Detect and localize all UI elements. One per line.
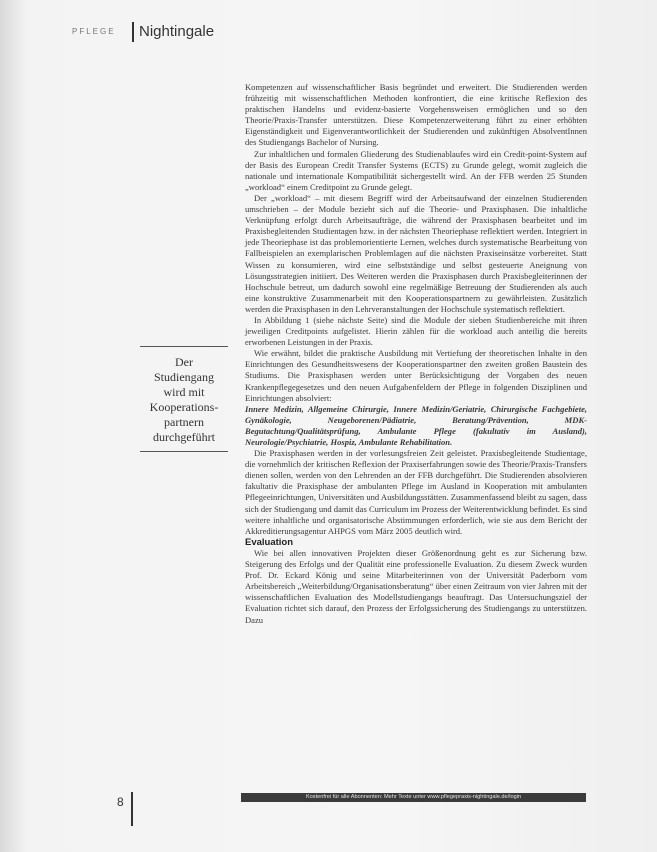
body-paragraph: Wie erwähnt, bildet die praktische Ausbildung mit Vertiefung der theoretischen Inhalte in den Einrichtungen des Gesundheitswesens der Kooperationspartner den zweiten großen Baustein des Studiums. Die Praxisphasen werden unter Berücksichtigung der Vorgaben des neuen Krankenpflegegesetzes und den neuen Aufgabenfeldern der Pflege in folgenden Disziplinen und Einrichtungen absolviert: bbox=[245, 348, 587, 403]
article-body bbox=[245, 82, 587, 626]
margin-note-line: durchgeführt bbox=[153, 430, 215, 444]
header-frame-rule bbox=[132, 22, 134, 422]
margin-note-line: Kooperations- bbox=[149, 400, 219, 414]
body-paragraph: Zur inhaltlichen und formalen Gliederung des Studienablaufes wird ein Credit-point-System auf der Basis des European Credit Transfer Systems (ECTS) zu Grunde gelegt, womit zugleich die nationale und internationale Kompatibilität sichergestellt wird. An der FFB werden 25 Stunden „workload“ einem Creditpoint zu Grunde gelegt. bbox=[245, 148, 587, 192]
margin-note-line: Studiengang bbox=[154, 370, 214, 384]
margin-pull-quote bbox=[140, 346, 228, 452]
journal-title: Nightingale bbox=[139, 23, 215, 40]
margin-note-line: partnern bbox=[164, 415, 204, 429]
margin-note-line: wird mit bbox=[163, 385, 205, 399]
body-paragraph: Die Praxisphasen werden in der vorlesungsfreien Zeit geleistet. Praxisbegleitende Studientage, die vornehmlich der kritischen Reflexion der Praxiserfahrungen sowie des Theorie/Praxis-Transfers dienen sollen, werden von den Lehrenden an der FFB durchgeführt. Die Studierenden absolvieren fakultativ die Praxisphase der ambulanten Pflege im Ausland in Kooperation mit ambulanten Pflegeeinrichtungen, Universitäten und Ausbildungsstätten. Zusammenfassend bleibt zu sagen, dass sich der Studiengang und damit das Curriculum im Prozess der Weiterentwicklung befindet. Es sind weitere inhaltliche und organisatorische Abstimmungen erforderlich, wie sie aus dem Bericht der Akkreditierungsagentur AHPGS vom März 2005 deutlich wird. bbox=[245, 448, 587, 536]
page-number: 8 bbox=[117, 795, 124, 809]
body-paragraph: Der „workload“ – mit diesem Begriff wird der Arbeitsaufwand der einzelnen Studierenden umschrieben – der Module bezieht sich auf die Theorie- und Praxisphasen. Die inhaltliche Verknüpfung erfolgt durch Arbeitsaufträge, die während der Praxisphasen bearbeitet und im Praxisbegleitenden Studientagen bzw. in der nächsten Theoriephase reflektiert werden. Integriert in jede Theoriephase ist das problemorientierte Lernen, welches durch systematische Bearbeitung von Fallbeispielen an exemplarischen Problemlagen auf die nächsten Praxiseinsätze vorbereitet. Statt Wissen zu konsumieren, wird eine selbstständige und selbst gesteuerte Aneignung von Lösungsstrategien initiiert. Des Weiteren werden die Praxisphasen durch Praxisbegleiterinnen der Hochschule betreut, um dadurch sowohl eine regelmäßige Betreuung der Studierenden als auch eine konstruktive Zusammenarbeit mit den Kooperationspartnern zu gewährleisten. Zusätzlich werden die Praxisphasen in den Lehrveranstaltungen der Hochschule systematisch reflektiert. bbox=[245, 192, 587, 314]
evaluation-paragraph: Wie bei allen innovativen Projekten dieser Größenordnung geht es zur Sicherung bzw. Steigerung des Erfolgs und der Qualität eine professionelle Evaluation. Zu diesem Zweck wurden Prof. Dr. Eckard König und seine Mitarbeiterinnen von der Universität Paderborn vom Arbeitsbereich „Weiterbildung/Organisationsberatung“ über einen Zeitraum von vier Jahren mit der wissenschaftlichen Evaluation des Modellstudiengangs beauftragt. Das Untersuchungsziel der Evaluation richtet sich darauf, den Prozess der Erfolgssicherung des Studiengangs zu unterstützen. Dazu bbox=[245, 547, 587, 625]
disciplines-list: Innere Medizin, Allgemeine Chirurgie, Innere Medizin/Geriatrie, Chirurgische Fachgebiete, Gynäkologie, Neugeborenen/Pädiatrie, Beratung/Prävention, MDK-Begutachtung/Qualitätsprüfung, Ambulante Pflege (fakultativ im Ausland), Neurologie/Psychiatrie, Hospiz, Ambulante Rehabilitation. bbox=[245, 403, 587, 447]
body-paragraph: In Abbildung 1 (siehe nächste Seite) sind die Module der sieben Studienbereiche mit ihren jeweiligen Creditpoints aufgelistet. Hierin zählen für die workload auch anteilig die bereits erworbenen Leistungen in der Praxis. bbox=[245, 314, 587, 348]
body-paragraph: Kompetenzen auf wissenschaftlicher Basis begründet und erweitert. Die Studierenden werden frühzeitig mit wissenschaftlichen Methoden konfrontiert, die eine kritische Reflexion des praktischen Handelns und evidenz-basierte Vorgehensweisen ermöglichen und so den Theorie/Praxis-Transfer unterstützen. Diese Kompetenzerweiterung führt zu einer erhöhten Eigenständigkeit und Eigenverantwortlichkeit der Studierenden und zukünftigen AbsolventInnen des Studiengangs Bachelor of Nursing. bbox=[245, 82, 587, 148]
section-heading: Evaluation bbox=[245, 536, 294, 548]
footer-banner: Kostenfrei für alle Abonnenten: Mehr Texte unter www.pflegepraxis-nightingale.de/login bbox=[241, 793, 586, 802]
header-prefix: PFLEGE bbox=[72, 27, 116, 36]
margin-note-line: Der bbox=[175, 355, 193, 369]
footer-rule bbox=[131, 792, 133, 826]
